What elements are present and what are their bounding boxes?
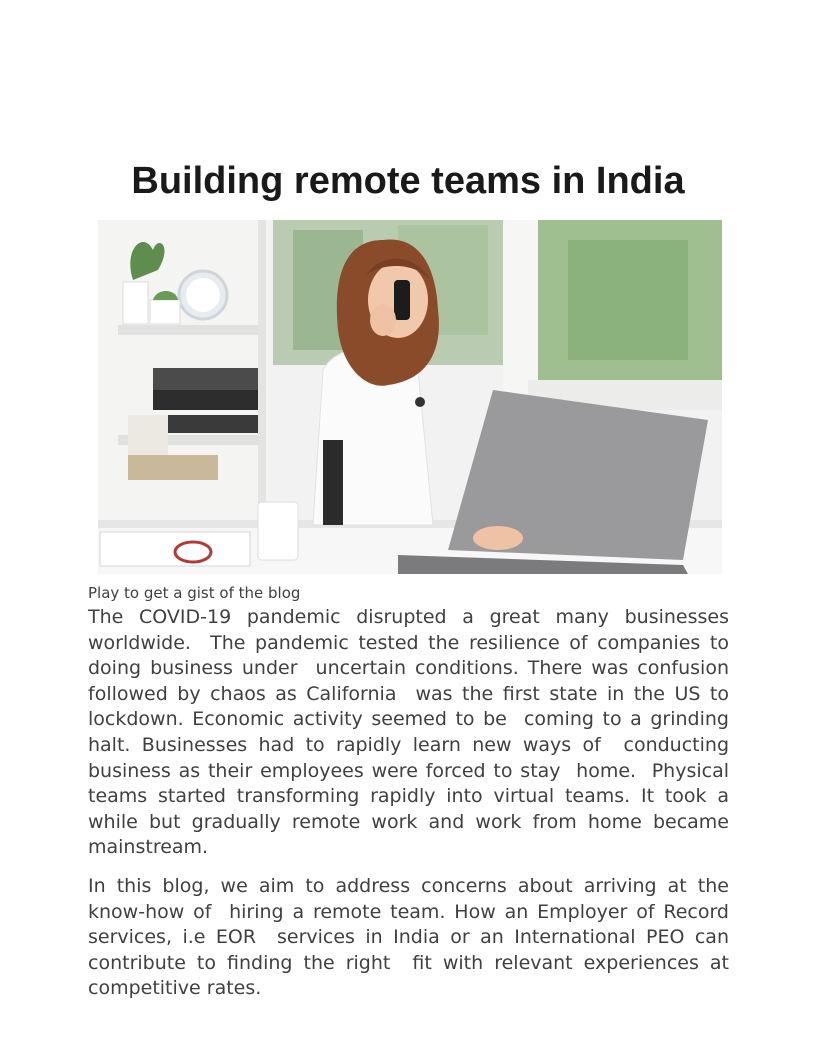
page-title: Building remote teams in India	[131, 160, 685, 202]
paragraph-2: In this blog, we aim to address concerns about arriving at the know-how of hiring a remote team. How an Employer of Record services, i.e EOR services in India or an International PEO can contribute to finding the right fit with relevant experiences at competitive rates.	[88, 875, 736, 1000]
paragraph-1: The COVID-19 pandemic disrupted a great many businesses worldwide. The pandemic tested the resilience of companies to doing business under uncertain conditions. There was confusion followed by chaos as California was the first state in the US to lockdown. Economic activity seemed to be coming to a grinding halt. Businesses had to rapidly learn new ways of conducting business as their employees were forced to stay home. Physical teams started transforming rapidly into virtual teams. It took a while but gradually remote work and work from home became mainstream.	[88, 606, 742, 859]
audio-caption: Play to get a gist of the blog	[88, 584, 301, 602]
woman-on-phone-photo	[98, 220, 722, 574]
hero-image	[98, 220, 722, 574]
